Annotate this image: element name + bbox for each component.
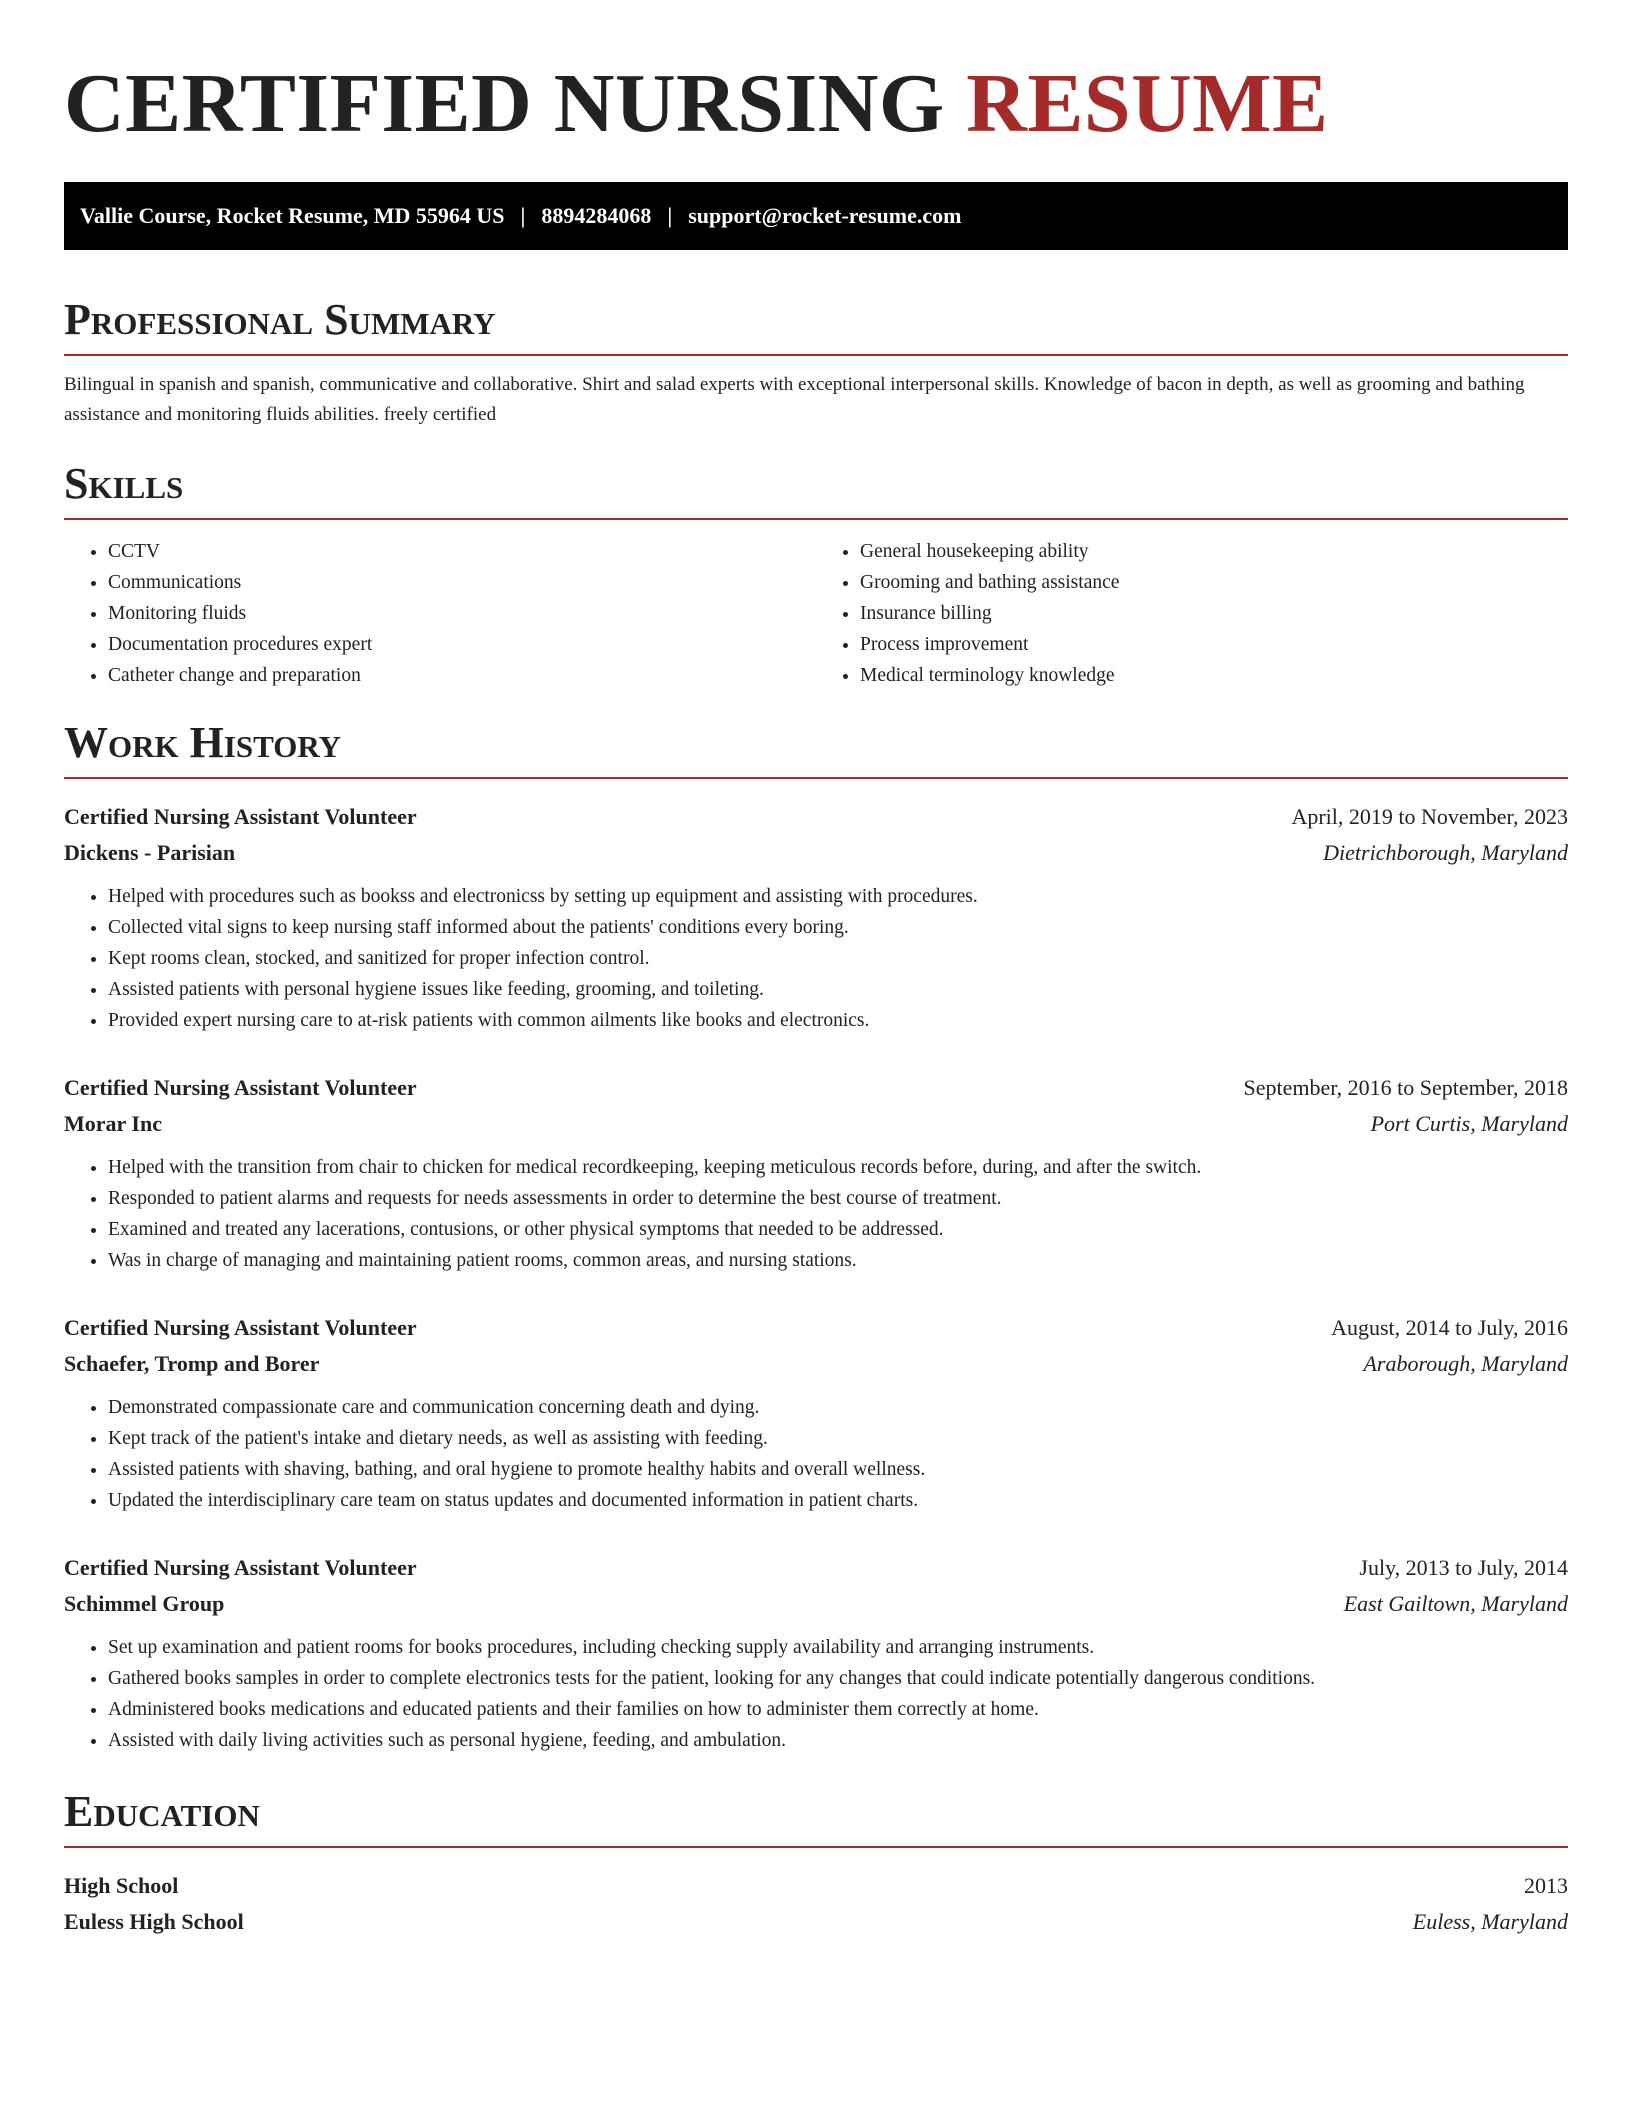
section-divider xyxy=(64,777,1568,779)
job-company: Dickens - Parisian xyxy=(64,840,236,865)
job-bullets xyxy=(64,881,1568,1036)
job-title: Certified Nursing Assistant Volunteer xyxy=(64,1315,417,1340)
skills-heading: Skills xyxy=(64,459,184,508)
contact-phone: 8894284068 xyxy=(541,203,652,228)
skill-item: • Catheter change and preparation xyxy=(108,660,816,691)
job-bullet: • Helped with procedures such as bookss and electronicss by setting up equipment and assisting with procedures. xyxy=(108,881,1568,912)
section-divider xyxy=(64,1846,1568,1848)
job-bullet: • Updated the interdisciplinary care team on status updates and documented information in patient charts. xyxy=(108,1485,1568,1516)
skill-item: • Process improvement xyxy=(860,629,1568,660)
job-bullet: • Assisted with daily living activities such as personal hygiene, feeding, and ambulation. xyxy=(108,1725,1568,1756)
job-header-row xyxy=(64,1550,1568,1586)
job-entry xyxy=(64,1550,1568,1756)
skill-item: • CCTV xyxy=(108,536,816,567)
job-company: Schaefer, Tromp and Borer xyxy=(64,1351,320,1376)
title-main: CERTIFIED NURSING xyxy=(64,57,945,150)
job-bullets xyxy=(64,1392,1568,1516)
job-bullet: • Administered books medications and educated patients and their families on how to administer them correctly at home. xyxy=(108,1694,1568,1725)
contact-bar xyxy=(64,182,1568,250)
skill-item: • Monitoring fluids xyxy=(108,598,816,629)
skill-item: • Medical terminology knowledge xyxy=(860,660,1568,691)
job-bullet: • Helped with the transition from chair to chicken for medical recordkeeping, keeping meticulous records before, during, and after the switch. xyxy=(108,1152,1568,1183)
job-entry xyxy=(64,1070,1568,1276)
job-company-row xyxy=(64,1346,1568,1382)
job-dates: April, 2019 to November, 2023 xyxy=(1291,804,1568,829)
job-location: Dietrichborough, Maryland xyxy=(1323,840,1568,865)
skills-list-left xyxy=(64,536,816,691)
section-divider xyxy=(64,518,1568,520)
section-divider xyxy=(64,354,1568,356)
job-header-row xyxy=(64,799,1568,835)
education-degree-row xyxy=(64,1868,1568,1904)
job-entry xyxy=(64,799,1568,1036)
summary-section xyxy=(64,294,1568,430)
skill-item: • Documentation procedures expert xyxy=(108,629,816,660)
education-entry xyxy=(64,1868,1568,1940)
work-history-heading: Work History xyxy=(64,718,342,767)
job-bullet: • Provided expert nursing care to at-risk patients with common ailments like books and electronics. xyxy=(108,1005,1568,1036)
education-heading: Education xyxy=(64,1787,260,1836)
education-school-row xyxy=(64,1904,1568,1940)
skill-item: • Communications xyxy=(108,567,816,598)
job-company-row xyxy=(64,835,1568,871)
resume-title xyxy=(64,56,1568,160)
skills-columns xyxy=(64,536,1568,691)
title-accent: RESUME xyxy=(966,57,1329,150)
job-header-row xyxy=(64,1310,1568,1346)
skill-item: • Grooming and bathing assistance xyxy=(860,567,1568,598)
job-bullet: • Demonstrated compassionate care and communication concerning death and dying. xyxy=(108,1392,1568,1423)
contact-separator: | xyxy=(667,203,673,228)
job-bullet: • Was in charge of managing and maintaining patient rooms, common areas, and nursing stations. xyxy=(108,1245,1568,1276)
job-location: Araborough, Maryland xyxy=(1363,1351,1568,1376)
summary-text: Bilingual in spanish and spanish, communicative and collaborative. Shirt and salad experts with exceptional interpersonal skills. Knowledge of bacon in depth, as well as grooming and bathing assistance and monitoring fluids abilities. freely certified xyxy=(64,374,1525,425)
contact-email: support@rocket-resume.com xyxy=(688,203,962,228)
job-title: Certified Nursing Assistant Volunteer xyxy=(64,1075,417,1100)
job-company-row xyxy=(64,1106,1568,1142)
job-company-row xyxy=(64,1586,1568,1622)
job-bullet: • Collected vital signs to keep nursing staff informed about the patients' conditions every boring. xyxy=(108,912,1568,943)
job-bullet: • Set up examination and patient rooms for books procedures, including checking supply availability and arranging instruments. xyxy=(108,1632,1568,1663)
skill-item: • General housekeeping ability xyxy=(860,536,1568,567)
job-bullet: • Kept track of the patient's intake and dietary needs, as well as assisting with feeding. xyxy=(108,1423,1568,1454)
education-location: Euless, Maryland xyxy=(1412,1909,1568,1934)
job-bullet: • Kept rooms clean, stocked, and sanitized for proper infection control. xyxy=(108,943,1568,974)
skills-section xyxy=(64,458,1568,691)
work-history-section xyxy=(64,717,1568,1756)
job-title: Certified Nursing Assistant Volunteer xyxy=(64,804,417,829)
job-bullets xyxy=(64,1632,1568,1756)
education-section xyxy=(64,1786,1568,1940)
job-bullet: • Responded to patient alarms and requests for needs assessments in order to determine the best course of treatment. xyxy=(108,1183,1568,1214)
skill-item: • Insurance billing xyxy=(860,598,1568,629)
contact-address: Vallie Course, Rocket Resume, MD 55964 US xyxy=(80,203,505,228)
job-header-row xyxy=(64,1070,1568,1106)
job-dates: July, 2013 to July, 2014 xyxy=(1359,1555,1568,1580)
education-school: Euless High School xyxy=(64,1909,244,1934)
job-entry xyxy=(64,1310,1568,1516)
job-location: East Gailtown, Maryland xyxy=(1343,1591,1568,1616)
job-company: Morar Inc xyxy=(64,1111,162,1136)
summary-heading: Professional Summary xyxy=(64,295,496,344)
job-company: Schimmel Group xyxy=(64,1591,225,1616)
job-title: Certified Nursing Assistant Volunteer xyxy=(64,1555,417,1580)
job-bullet: • Gathered books samples in order to complete electronics tests for the patient, looking for any changes that could indicate potentially dangerous conditions. xyxy=(108,1663,1568,1694)
job-location: Port Curtis, Maryland xyxy=(1370,1111,1568,1136)
skills-list-right xyxy=(816,536,1568,691)
education-degree: High School xyxy=(64,1873,179,1898)
job-bullet: • Assisted patients with shaving, bathing, and oral hygiene to promote healthy habits and overall wellness. xyxy=(108,1454,1568,1485)
job-bullets xyxy=(64,1152,1568,1276)
job-dates: September, 2016 to September, 2018 xyxy=(1243,1075,1568,1100)
job-bullet: • Examined and treated any lacerations, contusions, or other physical symptoms that needed to be addressed. xyxy=(108,1214,1568,1245)
education-year: 2013 xyxy=(1524,1873,1568,1898)
job-dates: August, 2014 to July, 2016 xyxy=(1331,1315,1568,1340)
contact-separator: | xyxy=(520,203,526,228)
job-bullet: • Assisted patients with personal hygiene issues like feeding, grooming, and toileting. xyxy=(108,974,1568,1005)
